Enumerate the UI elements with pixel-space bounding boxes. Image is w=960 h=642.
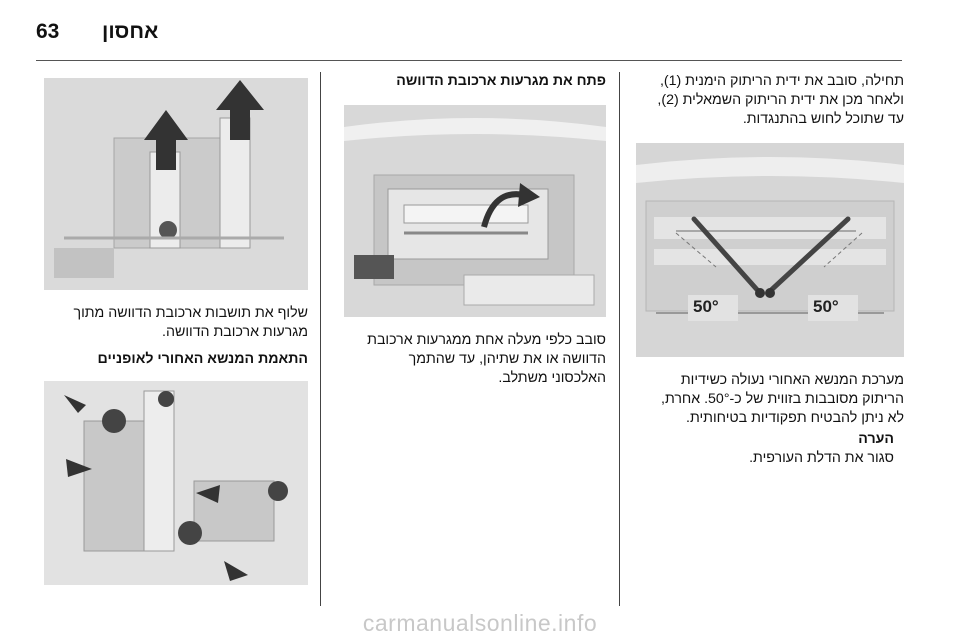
pedal-crank-recess-illustration <box>344 105 606 317</box>
left-column <box>36 72 308 585</box>
chapter-title: אחסון <box>102 20 159 43</box>
note-heading: הערה <box>858 431 894 447</box>
note-text: סגור את הדלת העורפית. <box>749 450 894 466</box>
middle-column <box>334 72 606 388</box>
section-heading: פתח את מגרעות ארכובת הדוושה <box>396 73 606 89</box>
watermark: carmanualsonline.info <box>362 610 598 636</box>
right-column <box>632 72 904 468</box>
instruction-line: מגרעות ארכובת הדוושה. <box>162 324 308 340</box>
bike-adjustment-illustration <box>44 381 308 585</box>
column-divider-left <box>320 72 321 606</box>
pedal-crank-holders-illustration <box>44 78 308 290</box>
locking-levers-illustration <box>636 143 904 357</box>
page-header <box>0 0 960 62</box>
header-rule <box>36 60 902 61</box>
angle-label-left: 50° <box>693 297 719 316</box>
info-line: הריתוק מסובבות בזווית של כ-50°. אחרת, <box>661 391 904 407</box>
instruction-line: ולאחר מכן את ידית הריתוק השמאלית (2), <box>657 92 904 108</box>
instruction-line: האלכסוני משתלב. <box>498 370 606 386</box>
column-divider-right <box>619 72 620 606</box>
page-number: 63 <box>36 20 60 43</box>
instruction-line: הדוושה או את שתיהן, עד שהתמך <box>408 351 606 367</box>
instruction-line: תחילה, סובב את ידית הריתוק הימנית (1), <box>659 73 904 89</box>
section-heading: התאמת המנשא האחורי לאופניים <box>97 351 308 367</box>
info-line: לא ניתן להבטיח תפקודיות בטיחותית. <box>686 410 904 426</box>
info-line: מערכת המנשא האחורי נעולה כשידיות <box>680 372 904 388</box>
instruction-line: שלוף את תושבות ארכובת הדוושה מתוך <box>73 305 308 321</box>
instruction-line: עד שתוכל לחוש בהתנגדות. <box>742 111 904 127</box>
angle-label-right: 50° <box>813 297 839 316</box>
instruction-line: סובב כלפי מעלה אחת ממגרעות ארכובת <box>367 332 606 348</box>
